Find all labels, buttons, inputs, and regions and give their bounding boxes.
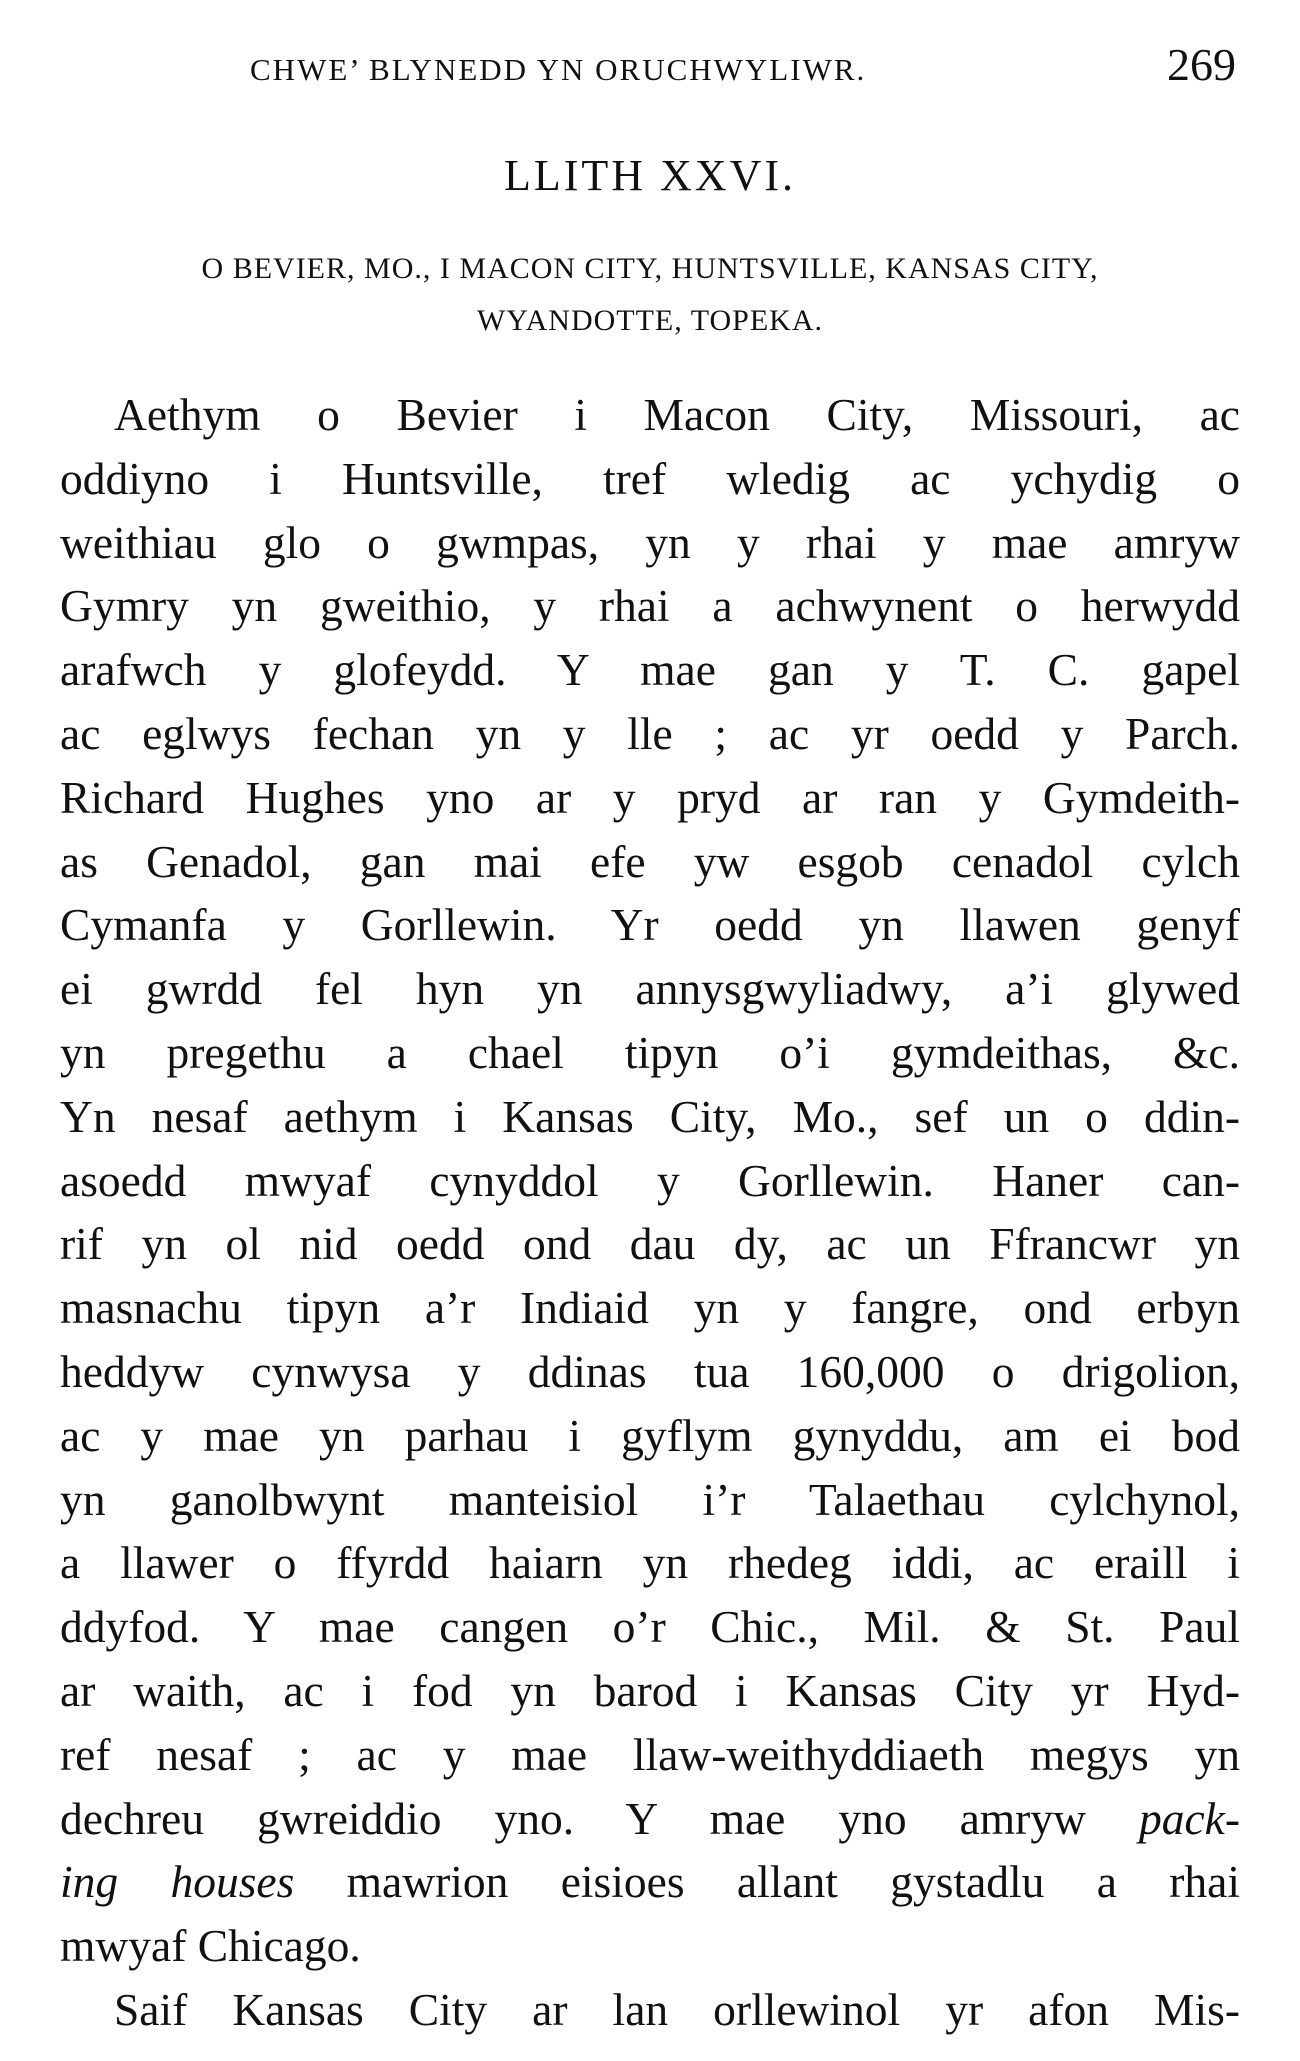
page-number: 269 [1167,39,1236,90]
running-head [60,38,1240,98]
text-line: rif yn ol nid oedd ond dau dy, ac un Ffrancwr yn [60,1218,1240,1270]
text-line: yn ganolbwynt manteisiol i’r Talaethau cylchynol, [60,1473,1240,1525]
italic-phrase: ing houses [60,1856,295,1908]
chapter-subtitle-line-1: O BEVIER, MO., I MACON CITY, HUNTSVILLE, KANSAS CITY, [201,252,1099,285]
italic-phrase: pack- [1138,1792,1240,1844]
text-line: ei gwrdd fel hyn yn annysgwyliadwy, a’i glywed [60,963,1240,1015]
text-line: Yn nesaf aethym i Kansas City, Mo., sef un o ddin- [60,1090,1240,1142]
text-line: Aethym o Bevier i Macon City, Missouri, ac [114,389,1240,440]
text-line: asoedd mwyaf cynyddol y Gorllewin. Haner can- [60,1154,1240,1206]
text-line: as Genadol, gan mai efe yw esgob cenadol cylch [60,835,1240,887]
text-line: ref nesaf ; ac y mae llaw-weithyddiaeth megys yn [60,1728,1240,1780]
text-line: a llawer o ffyrdd haiarn yn rhedeg iddi, ac eraill i [60,1537,1240,1589]
text-line: ac eglwys fechan yn y lle ; ac yr oedd y Parch. [60,707,1240,759]
text-line: Cymanfa y Gorllewin. Yr oedd yn llawen genyf [60,899,1240,951]
text-line: mwyaf Chicago. [60,1920,361,1972]
text-line: yn pregethu a chael tipyn o’i gymdeithas, &c. [60,1026,1240,1078]
text-line: ar waith, ac i fod yn barod i Kansas City yr Hyd- [60,1664,1240,1716]
text-line: masnachu tipyn a’r Indiaid yn y fangre, ond erbyn [60,1282,1240,1334]
text-segment: dechreu gwreiddio yno. Y mae yno amryw [60,1792,1086,1844]
text-line: ddyfod. Y mae cangen o’r Chic., Mil. & St. Paul [60,1601,1240,1653]
text-line: ac y mae yn parhau i gyflym gynyddu, am ei bod [60,1409,1240,1461]
text-segment: mawrion eisioes allant gystadlu a rhai [346,1856,1241,1908]
chapter-title: LLITH XXVI. [503,151,797,200]
text-line: weithiau glo o gwmpas, yn y rhai y mae amryw [60,516,1240,568]
text-line: Richard Hughes yno ar y pryd ar ran y Gymdeith- [60,771,1240,823]
body-text [60,383,1240,2042]
text-line: oddiyno i Huntsville, tref wledig ac ychydig o [60,452,1240,504]
text-line: arafwch y glofeydd. Y mae gan y T. C. gapel [60,644,1240,696]
text-line: Saif Kansas City ar lan orllewinol yr afon Mis- [114,1983,1240,2035]
chapter-subtitle-line-2: WYANDOTTE, TOPEKA. [476,304,824,337]
running-title: CHWE’ BLYNEDD YN ORUCHWYLIWR. [250,52,867,87]
text-line: Gymry yn gweithio, y rhai a achwynent o herwydd [60,580,1240,632]
text-line-with-italic [60,1787,1240,1851]
text-line: heddyw cynwysa y ddinas tua 160,000 o drigolion, [60,1345,1240,1397]
text-line-with-italic [60,1850,1240,1914]
